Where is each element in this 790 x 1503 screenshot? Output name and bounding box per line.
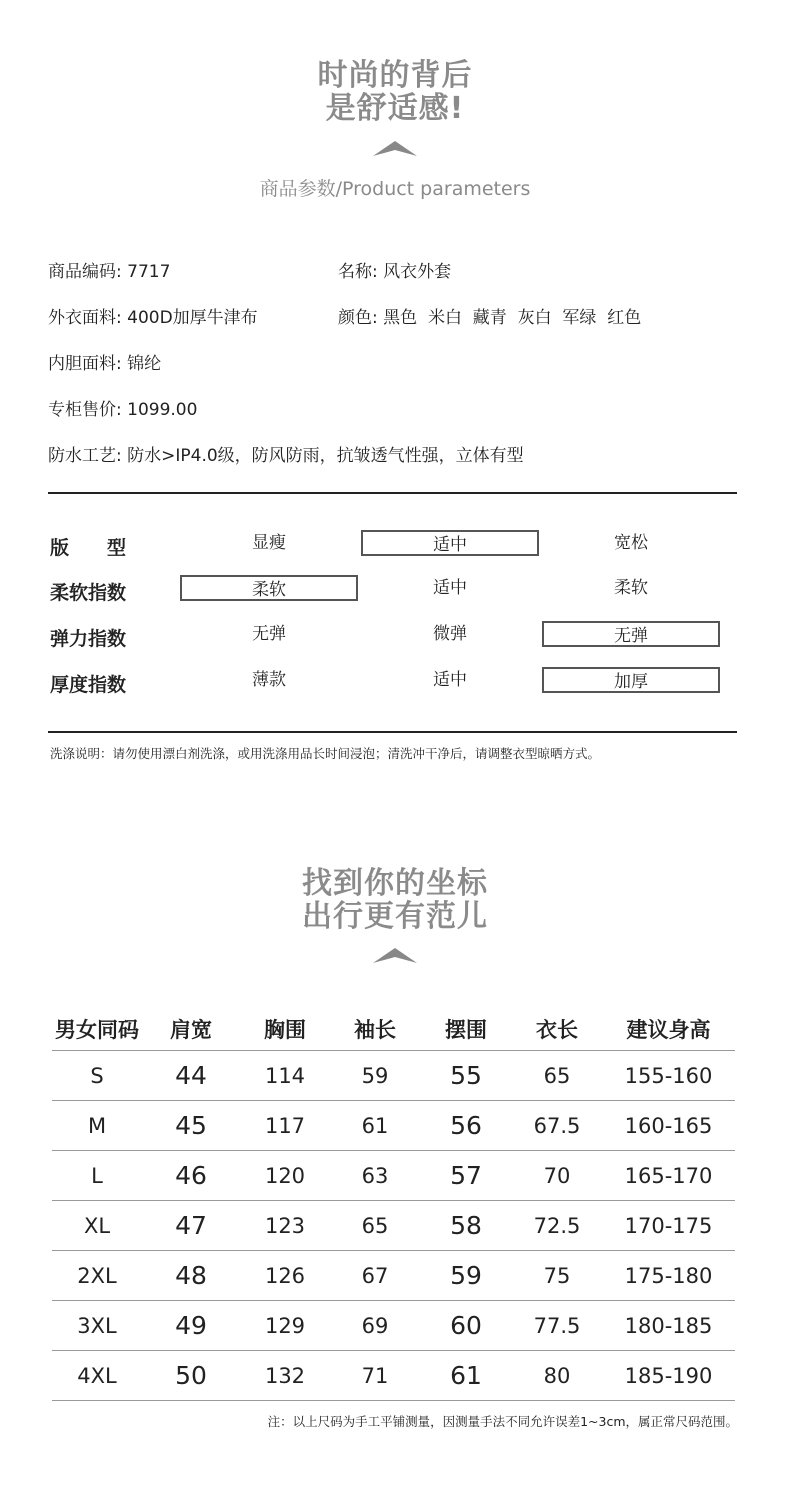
- table-cell: 123: [240, 1201, 330, 1251]
- section-subtitle: 商品参数/Product parameters: [259, 178, 531, 200]
- table-cell: 61: [330, 1101, 420, 1151]
- grid-option: 适中: [433, 578, 467, 598]
- param-waterproof: 防水工艺: 防水>IP4.0级，防风防雨，抗皱透气性强，立体有型: [48, 446, 524, 466]
- table-cell: M: [52, 1101, 142, 1151]
- table-row: [52, 1151, 735, 1201]
- param-lining: 内胆面料: 锦纶: [48, 354, 162, 374]
- table-cell: 50: [142, 1351, 240, 1401]
- table-cell: 80: [512, 1351, 602, 1401]
- table-row: [52, 1201, 735, 1251]
- table-cell: 44: [142, 1051, 240, 1101]
- table-cell: 70: [512, 1151, 602, 1201]
- grid-option: 柔软: [614, 578, 648, 598]
- table-cell: 67: [330, 1251, 420, 1301]
- table-cell: 4XL: [52, 1351, 142, 1401]
- table-header: 肩宽: [170, 1018, 212, 1042]
- chevron-up-icon: [373, 946, 417, 964]
- table-cell: 61: [420, 1351, 512, 1401]
- wash-instructions: 洗涤说明：请勿使用漂白剂洗涤，或用洗涤用品长时间浸泡；清洗冲干净后，请调整衣型晾晒方式。: [50, 746, 601, 761]
- table-header: 袖长: [354, 1018, 396, 1042]
- grid-option-selected: 适中: [361, 530, 539, 556]
- grid-option: 薄款: [252, 670, 286, 690]
- table-header: 胸围: [264, 1018, 306, 1042]
- grid-label-fit: 版 型: [50, 537, 127, 559]
- table-cell: 67.5: [512, 1101, 602, 1151]
- grid-option-selected: 无弹: [542, 621, 720, 647]
- size-table: [52, 1008, 735, 1401]
- table-cell: 155-160: [602, 1051, 735, 1101]
- table-cell: 185-190: [602, 1351, 735, 1401]
- table-cell: 65: [330, 1201, 420, 1251]
- table-cell: 77.5: [512, 1301, 602, 1351]
- table-cell: 132: [240, 1351, 330, 1401]
- grid-option: 微弹: [433, 624, 467, 644]
- param-code: 商品编码: 7717: [48, 262, 171, 282]
- table-cell: 126: [240, 1251, 330, 1301]
- table-row: [52, 1351, 735, 1401]
- table-cell: 117: [240, 1101, 330, 1151]
- table-cell: 59: [420, 1251, 512, 1301]
- table-cell: 114: [240, 1051, 330, 1101]
- table-row: [52, 1051, 735, 1101]
- param-colors: 颜色: 黑色 米白 藏青 灰白 军绿 红色: [338, 308, 642, 328]
- table-header: 摆围: [445, 1018, 487, 1042]
- table-cell: 49: [142, 1301, 240, 1351]
- table-header: 男女同码: [55, 1018, 139, 1042]
- size-note: 注：以上尺码为手工平铺测量，因测量手法不同允许误差1~3cm，属正常尺码范围。: [267, 1414, 738, 1429]
- table-cell: 160-165: [602, 1101, 735, 1151]
- table-cell: L: [52, 1151, 142, 1201]
- table-cell: 58: [420, 1201, 512, 1251]
- table-row: [52, 1251, 735, 1301]
- table-row: [52, 1301, 735, 1351]
- chevron-up-icon: [373, 139, 417, 157]
- grid-option: 宽松: [614, 533, 648, 553]
- table-cell: 175-180: [602, 1251, 735, 1301]
- table-cell: 55: [420, 1051, 512, 1101]
- table-cell: 60: [420, 1301, 512, 1351]
- table-header: 建议身高: [626, 1018, 711, 1042]
- table-cell: 48: [142, 1251, 240, 1301]
- table-cell: 65: [512, 1051, 602, 1101]
- table-cell: 45: [142, 1101, 240, 1151]
- table-cell: 56: [420, 1101, 512, 1151]
- table-row: [52, 1101, 735, 1151]
- grid-option: 显瘦: [252, 533, 286, 553]
- table-cell: 71: [330, 1351, 420, 1401]
- grid-option: 无弹: [252, 624, 286, 644]
- section-title-line1: 时尚的背后: [317, 58, 473, 93]
- param-price: 专柜售价: 1099.00: [48, 400, 198, 420]
- table-cell: 69: [330, 1301, 420, 1351]
- param-name: 名称: 风衣外套: [338, 262, 452, 282]
- section-title-line2: 是舒适感!: [325, 91, 465, 126]
- section-title-line1: 找到你的坐标: [302, 866, 488, 901]
- grid-label-softness: 柔软指数: [50, 582, 127, 604]
- divider-bottom: [48, 731, 737, 733]
- table-cell: 57: [420, 1151, 512, 1201]
- grid-label-thickness: 厚度指数: [50, 674, 127, 696]
- table-header: 衣长: [536, 1018, 578, 1042]
- table-cell: 75: [512, 1251, 602, 1301]
- table-cell: 46: [142, 1151, 240, 1201]
- grid-option-selected: 柔软: [180, 575, 358, 601]
- table-cell: S: [52, 1051, 142, 1101]
- table-cell: 3XL: [52, 1301, 142, 1351]
- table-cell: 59: [330, 1051, 420, 1101]
- table-cell: 129: [240, 1301, 330, 1351]
- divider-top: [48, 492, 737, 494]
- table-cell: 165-170: [602, 1151, 735, 1201]
- table-cell: 180-185: [602, 1301, 735, 1351]
- section-title-line2: 出行更有范儿: [302, 899, 488, 934]
- grid-option-selected: 加厚: [542, 667, 720, 693]
- table-cell: 47: [142, 1201, 240, 1251]
- grid-label-elasticity: 弹力指数: [50, 628, 127, 650]
- table-cell: 170-175: [602, 1201, 735, 1251]
- table-cell: 2XL: [52, 1251, 142, 1301]
- table-cell: 63: [330, 1151, 420, 1201]
- table-cell: 72.5: [512, 1201, 602, 1251]
- grid-option: 适中: [433, 670, 467, 690]
- param-fabric: 外衣面料: 400D加厚牛津布: [48, 308, 258, 328]
- table-header-row: [52, 1008, 735, 1051]
- table-cell: 120: [240, 1151, 330, 1201]
- table-cell: XL: [52, 1201, 142, 1251]
